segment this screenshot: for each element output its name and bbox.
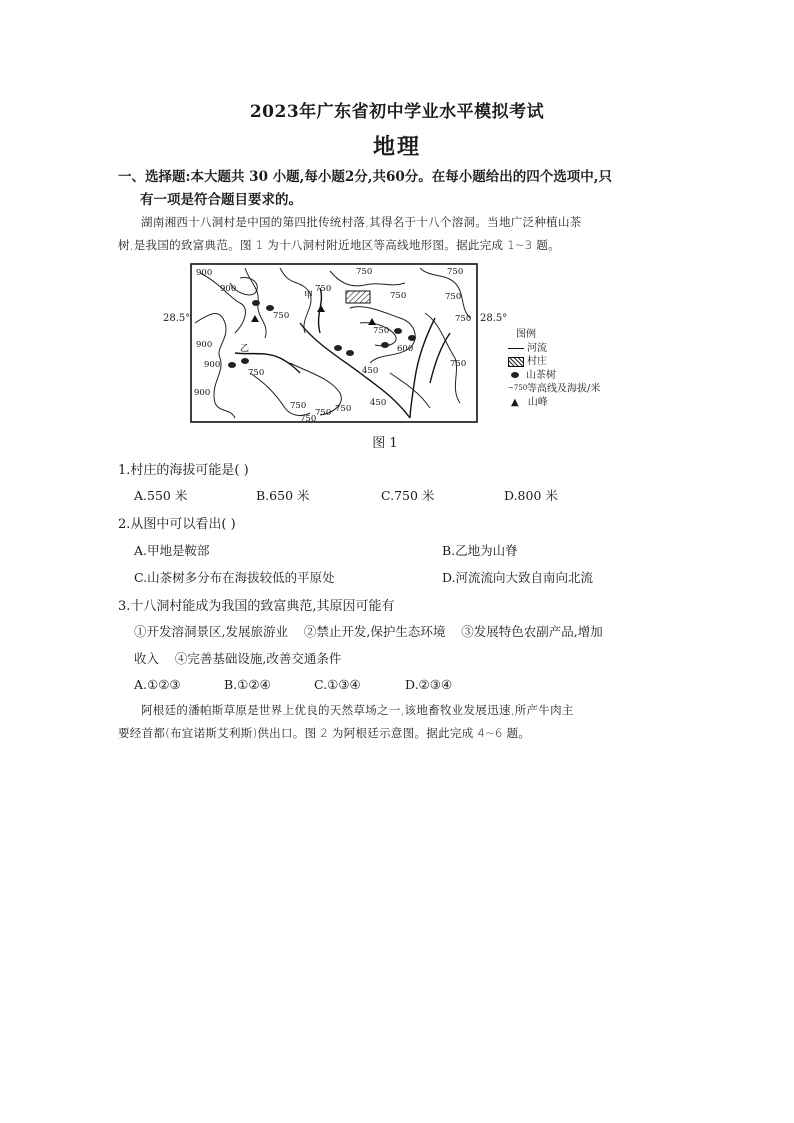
q2-option-d: D.河流流向大致自南向北流 bbox=[442, 570, 594, 585]
peak-symbol bbox=[368, 318, 376, 325]
exam-title: 2023年广东省初中学业水平模拟考试 bbox=[249, 102, 545, 122]
q1-option-d: D.800 米 bbox=[504, 488, 558, 503]
contour-label: 750 bbox=[300, 414, 317, 424]
q1-option-c: C.750 米 bbox=[381, 488, 435, 503]
contour-label: 750 bbox=[335, 404, 352, 414]
legend-village: 村庄 bbox=[508, 355, 600, 369]
legend-contour: ~750等高线及海拔/米 bbox=[508, 383, 601, 395]
contour-label: 450 bbox=[362, 366, 379, 376]
q3-statements-line-1: ①开发溶洞景区,发展旅游业 ②禁止开发,保护生态环境 ③发展特色农副产品,增加 bbox=[134, 624, 603, 639]
latitude-label-right: 28.5° bbox=[480, 313, 508, 324]
contour-label: 900 bbox=[194, 388, 211, 398]
label-jia: 甲 bbox=[304, 291, 314, 301]
q2-option-b: B.乙地为山脊 bbox=[442, 543, 518, 558]
contour-label: 900 bbox=[204, 360, 221, 370]
legend-river: 河流 bbox=[508, 342, 600, 356]
contour-map bbox=[190, 263, 508, 425]
legend-peak: ▲ 山峰 bbox=[511, 396, 548, 408]
map-legend bbox=[508, 328, 600, 409]
intro-paragraph-2 bbox=[118, 699, 688, 745]
q1-option-b: B.650 米 bbox=[256, 488, 310, 503]
legend-tea: 山茶树 bbox=[508, 369, 600, 383]
contour-label: 750 bbox=[455, 314, 472, 324]
q2-option-a: A.甲地是鞍部 bbox=[134, 543, 210, 558]
contour-label: 750 bbox=[273, 311, 290, 321]
section-instructions bbox=[118, 166, 683, 212]
latitude-label-left: 28.5° bbox=[163, 313, 191, 324]
question-1-stem: 1.村庄的海拔可能是( ) bbox=[118, 463, 249, 478]
contour-label: 900 bbox=[196, 268, 213, 278]
label-yi: 乙 bbox=[240, 344, 250, 354]
contour-label: 750 bbox=[315, 408, 332, 418]
q1-option-a: A.550 米 bbox=[134, 488, 188, 503]
contour-label: 450 bbox=[370, 398, 387, 408]
section-line-1: 一、选择题:本大题共 30 小题,每小题2分,共60分。在每小题给出的四个选项中,只 bbox=[118, 169, 612, 185]
q3-statements-line-2: 收入 ④完善基础设施,改善交通条件 bbox=[134, 651, 342, 666]
section-line-2: 有一项是符合题目要求的。 bbox=[140, 192, 302, 208]
contour-label: 750 bbox=[248, 368, 265, 378]
contour-label: 750 bbox=[450, 359, 467, 369]
intro-paragraph-1 bbox=[118, 211, 688, 257]
peak-symbol bbox=[251, 315, 259, 322]
q3-option-b: B.①②④ bbox=[224, 677, 271, 692]
contour-label: 750 bbox=[315, 284, 332, 294]
contour-label: 750 bbox=[447, 267, 464, 277]
q2-option-c: C.山茶树多分布在海拔较低的平原处 bbox=[134, 570, 335, 585]
village-symbol bbox=[346, 291, 370, 303]
contour-label: 750 bbox=[445, 292, 462, 302]
contour-label: 900 bbox=[196, 340, 213, 350]
q3-option-c: C.①③④ bbox=[314, 677, 361, 692]
question-2-stem: 2.从图中可以看出( ) bbox=[118, 517, 236, 532]
contour-label: 750 bbox=[290, 401, 307, 411]
contour-label: 750 bbox=[356, 267, 373, 277]
figure-caption: 图 1 bbox=[372, 436, 398, 451]
intro1-line-1: 湖南湘西十八洞村是中国的第四批传统村落,其得名于十八个溶洞。当地广泛种植山茶 bbox=[141, 215, 582, 229]
contour-lines bbox=[195, 268, 470, 418]
q3-option-a: A.①②③ bbox=[134, 677, 181, 692]
intro2-line-2: 要经首都(布宜诺斯艾利斯)供出口。图 2 为阿根廷示意图。据此完成 4~6 题。 bbox=[118, 726, 531, 740]
question-3-stem: 3.十八洞村能成为我国的致富典范,其原因可能有 bbox=[118, 599, 395, 614]
legend-title: 图例 bbox=[516, 329, 536, 340]
intro1-line-2: 树,是我国的致富典范。图 1 为十八洞村附近地区等高线地形图。据此完成 1~3 题。 bbox=[118, 238, 560, 252]
contour-label: 600 bbox=[397, 344, 414, 354]
contour-label: 750 bbox=[390, 291, 407, 301]
contour-label: 750 bbox=[373, 326, 390, 336]
subject-title: 地理 bbox=[372, 134, 421, 160]
intro2-line-1: 阿根廷的潘帕斯草原是世界上优良的天然草场之一,该地畜牧业发展迅速,所产牛肉主 bbox=[141, 703, 574, 717]
q3-option-d: D.②③④ bbox=[405, 677, 453, 692]
peak-symbol bbox=[317, 305, 325, 312]
contour-label: 900 bbox=[220, 284, 237, 294]
